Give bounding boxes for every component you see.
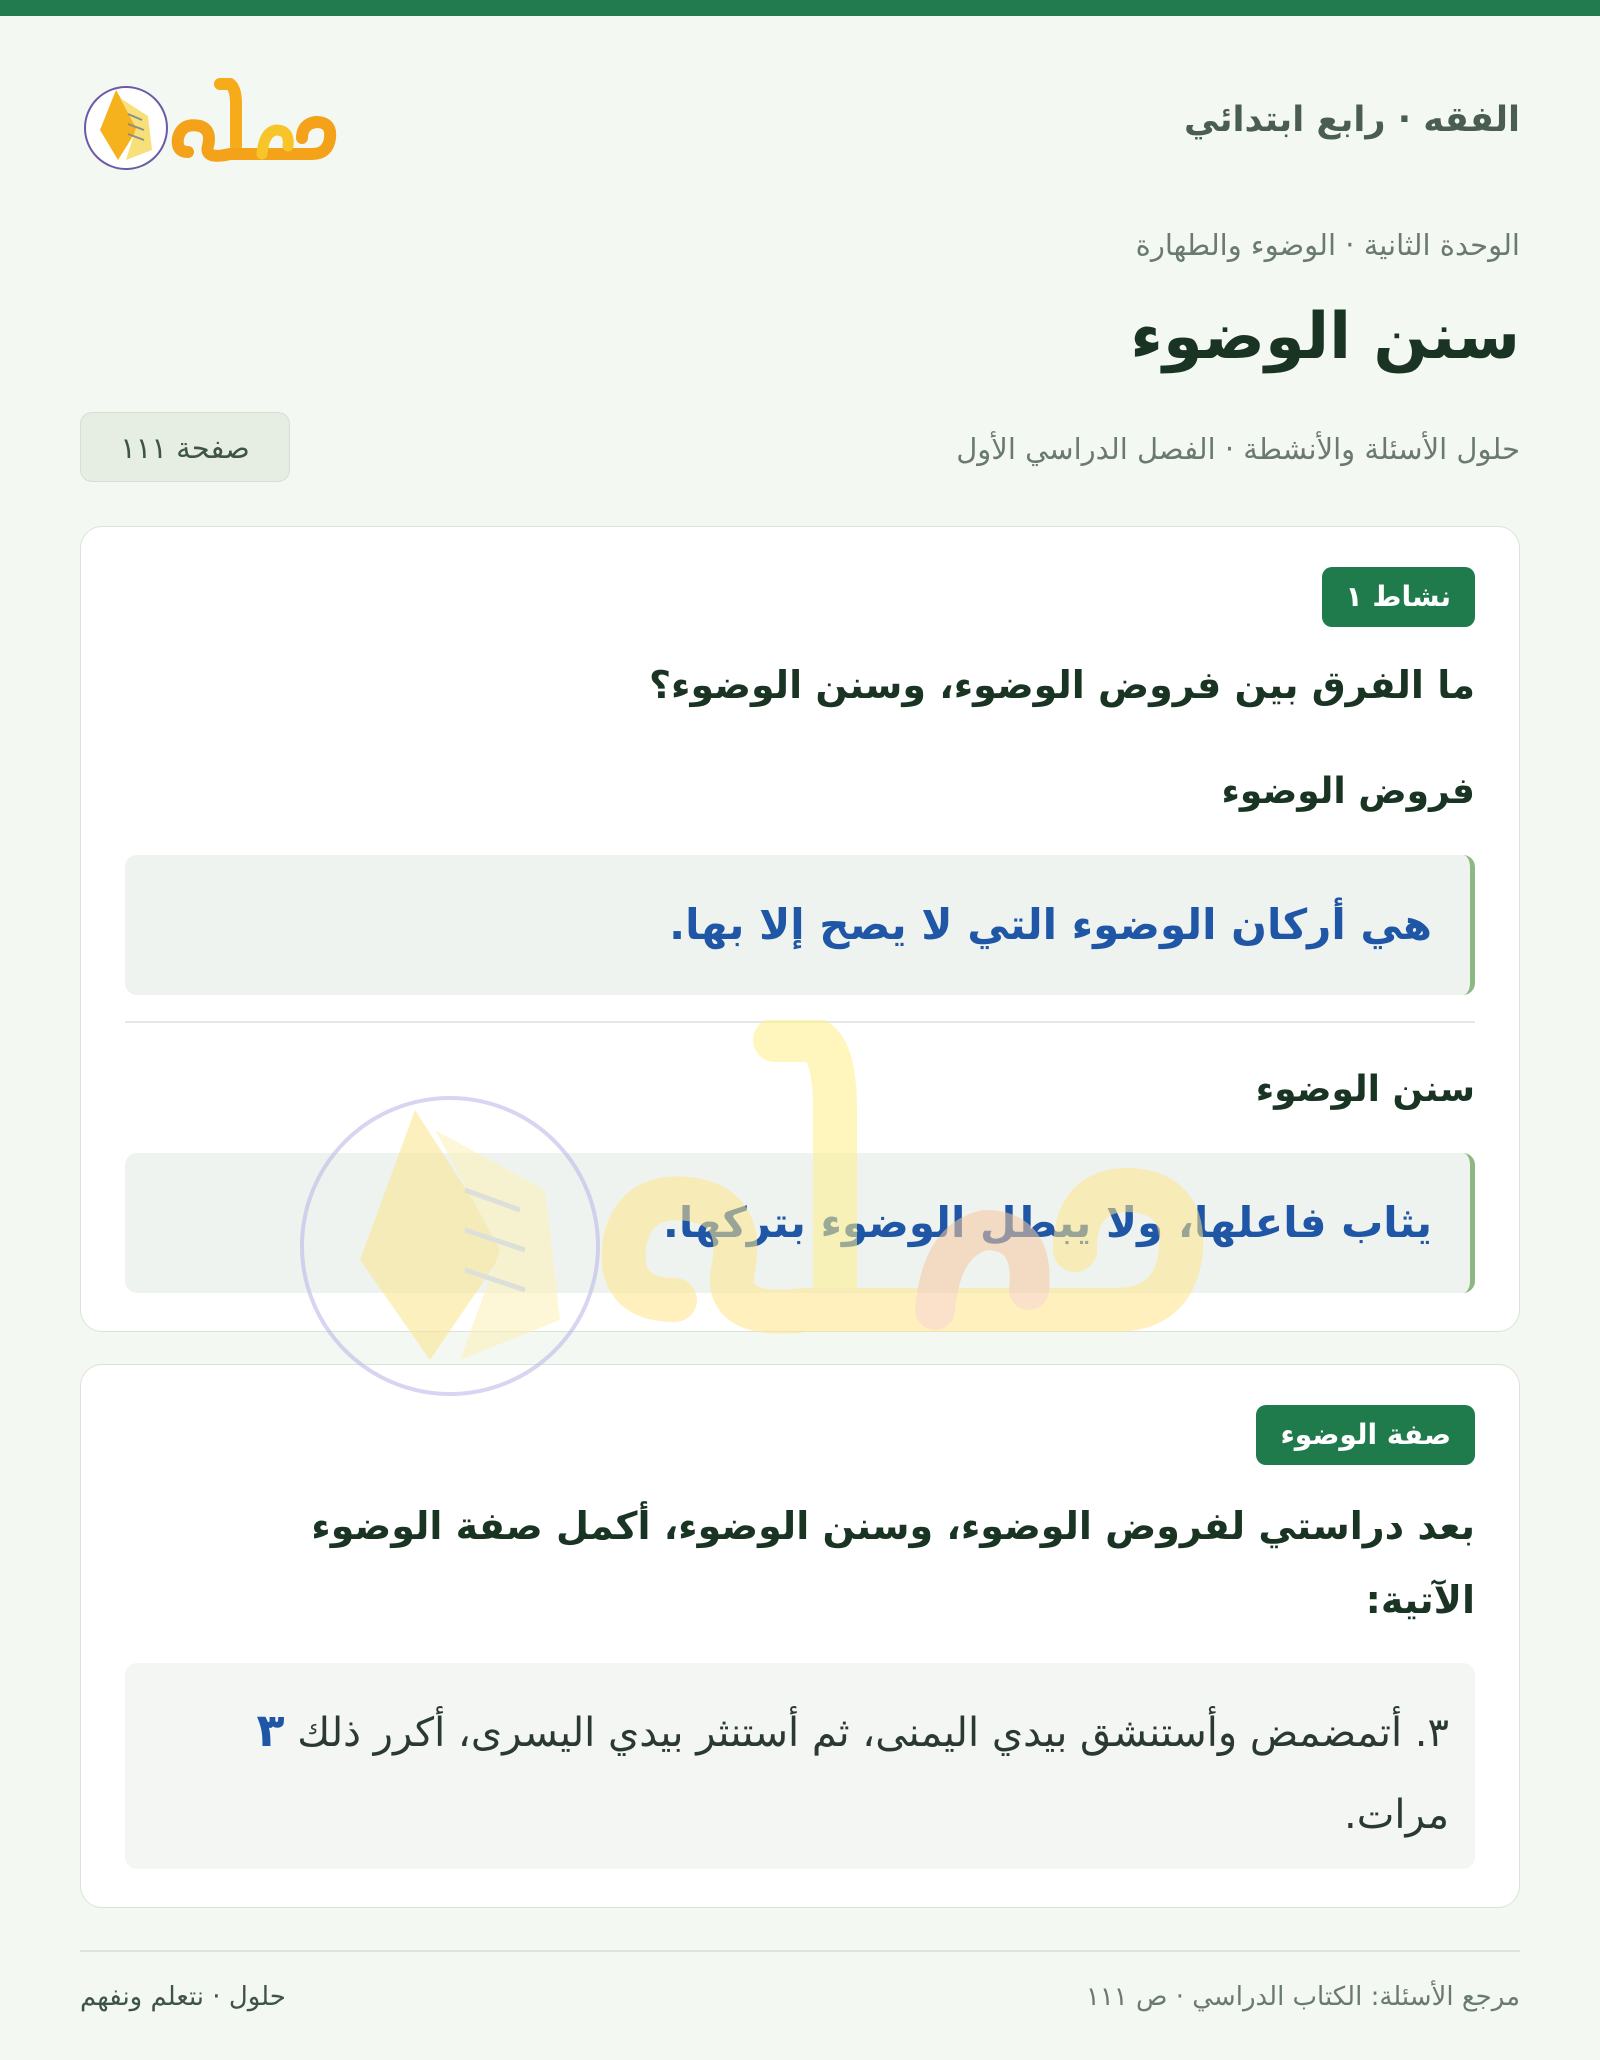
- activity-card-2: [80, 1364, 1520, 1908]
- answer-box-sunan: [125, 1153, 1475, 1293]
- page-header: [80, 56, 1520, 196]
- answer-text-sunan: يثاب فاعلها، ولا يبطل الوضوء بتركها.: [662, 1198, 1432, 1247]
- step-text: [149, 1689, 1449, 1856]
- activity-question: بعد دراستي لفروض الوضوء، وسنن الوضوء، أكمل صفة الوضوء الآتية:: [311, 1504, 1475, 1622]
- footer-divider: [80, 1950, 1520, 1952]
- activity-badge: صفة الوضوء: [1256, 1405, 1475, 1465]
- step-suffix: مرات.: [1344, 1792, 1449, 1838]
- item-label-fard: فروض الوضوء: [1221, 771, 1475, 812]
- subject-grade: الفقه · رابع ابتدائي: [1184, 100, 1520, 140]
- item-label-sunan: سنن الوضوء: [1255, 1069, 1475, 1110]
- step-count-answer: ٣: [256, 1703, 285, 1757]
- hulool-logo[interactable]: [80, 68, 360, 188]
- page-number-badge: صفحة ١١١: [80, 412, 290, 482]
- logo-wordmark: [178, 84, 331, 156]
- answer-box-fard: [125, 855, 1475, 995]
- footer-tagline: حلول · نتعلم ونفهم: [80, 1982, 286, 2012]
- section-divider: [125, 1021, 1475, 1023]
- activity-question: ما الفرق بين فروض الوضوء، وسنن الوضوء؟: [648, 663, 1475, 707]
- page-title: سنن الوضوء: [1130, 300, 1520, 374]
- top-accent-bar: [0, 0, 1600, 16]
- answer-text-fard: هي أركان الوضوء التي لا يصح إلا بها.: [669, 900, 1432, 949]
- step-box: [125, 1663, 1475, 1869]
- unit-breadcrumb: الوحدة الثانية · الوضوء والطهارة: [1135, 228, 1520, 262]
- logo-book-icon: [85, 87, 167, 169]
- lesson-meta: حلول الأسئلة والأنشطة · الفصل الدراسي الأول: [956, 432, 1520, 466]
- step-body: ٣. أتمضمض وأستنشق بيدي اليمنى، ثم أستنثر بيدي اليسرى، أكرر ذلك: [297, 1710, 1449, 1756]
- activity-badge: نشاط ١: [1322, 567, 1475, 627]
- activity-card-1: [80, 526, 1520, 1332]
- footer-reference: مرجع الأسئلة: الكتاب الدراسي · ص ١١١: [1085, 1982, 1520, 2012]
